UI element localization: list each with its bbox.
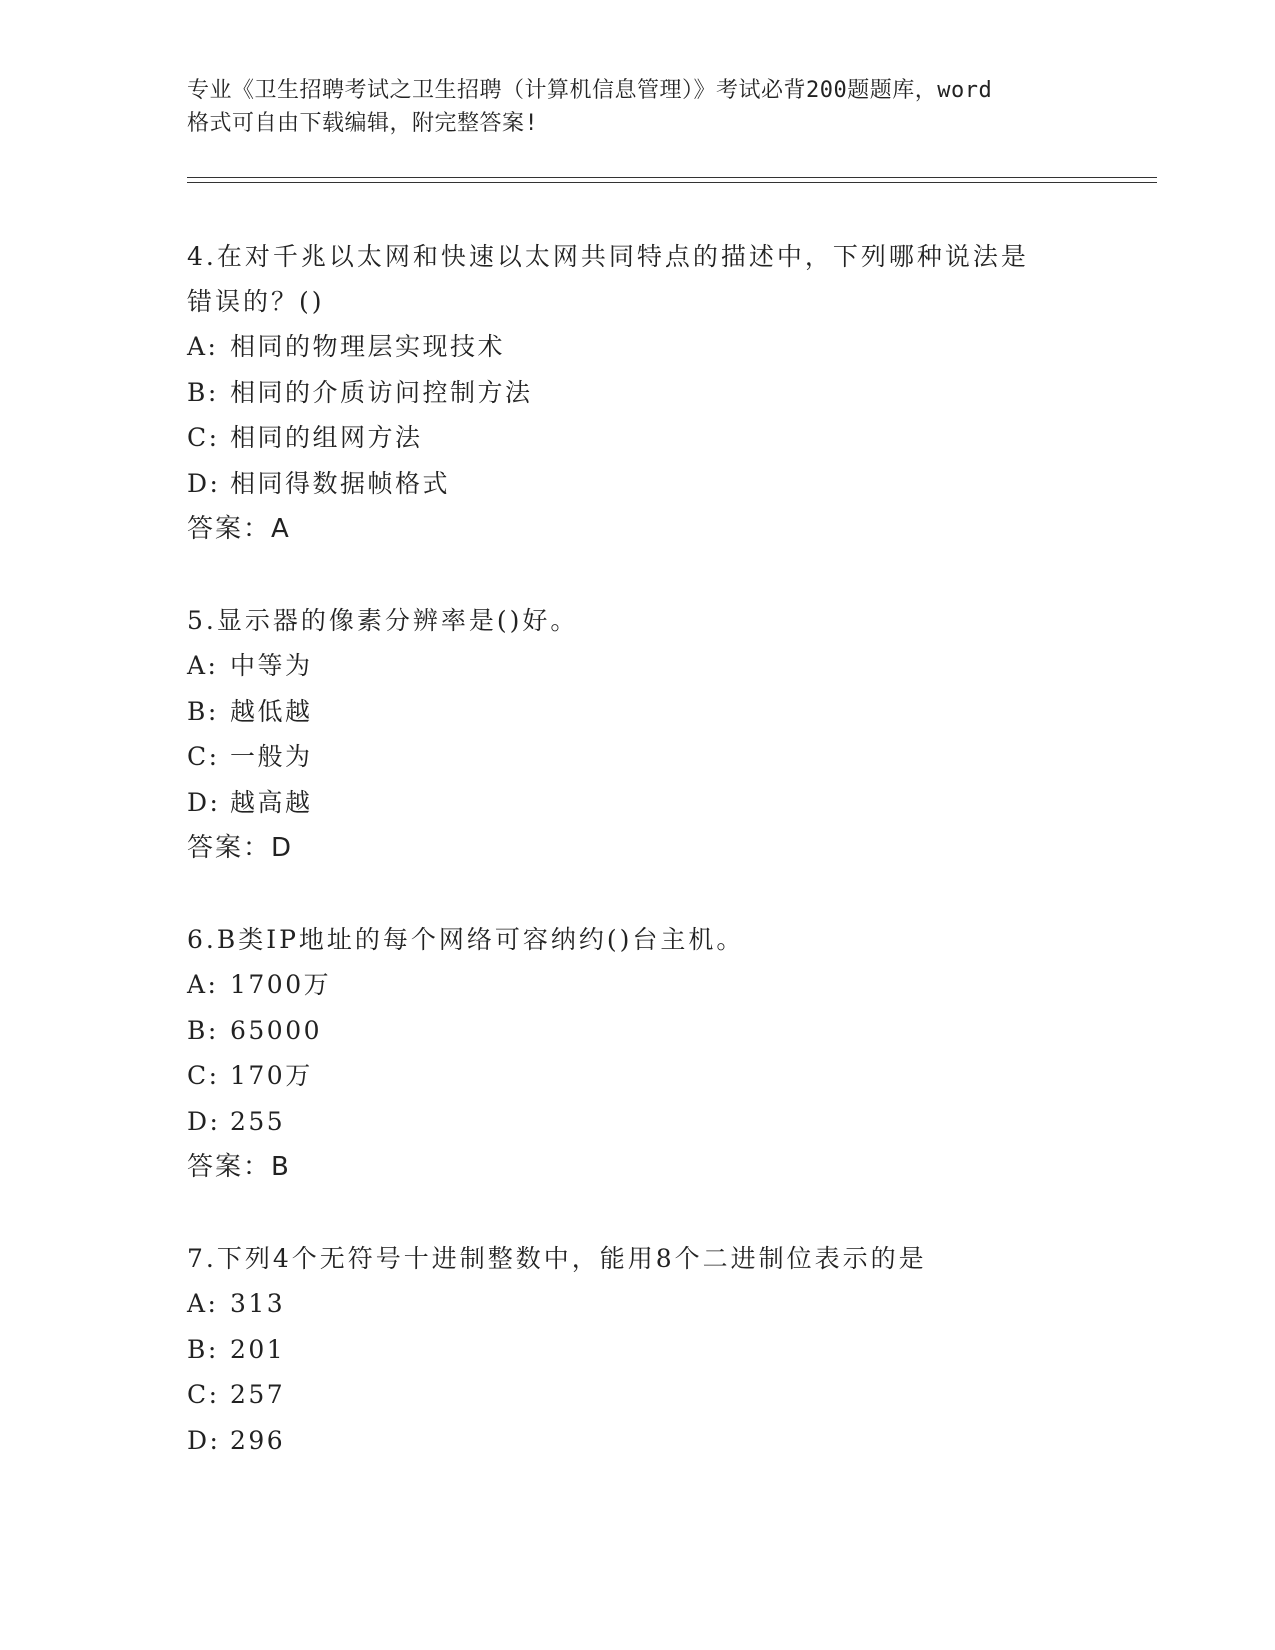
option-key: B: bbox=[187, 1015, 219, 1045]
option-key: D: bbox=[187, 1425, 221, 1455]
option-d bbox=[187, 1418, 1147, 1464]
option-text: 65000 bbox=[230, 1015, 323, 1045]
option-text: 相同的物理层实现技术 bbox=[230, 332, 506, 361]
header-divider-bottom bbox=[187, 182, 1157, 183]
question-6 bbox=[187, 917, 1147, 1190]
option-key: A: bbox=[187, 332, 219, 361]
question-text: 5.显示器的像素分辨率是()好。 bbox=[187, 606, 579, 635]
option-key: A: bbox=[187, 970, 219, 999]
option-text: 越低越 bbox=[230, 696, 313, 726]
option-text: 255 bbox=[230, 1106, 286, 1136]
question-4 bbox=[187, 234, 1147, 552]
option-text: 相同的介质访问控制方法 bbox=[230, 377, 533, 407]
question-text: 6.B类IP地址的每个网络可容纳约()台主机。 bbox=[187, 925, 745, 954]
option-a bbox=[187, 962, 1147, 1008]
option-key: B: bbox=[187, 377, 219, 407]
option-text: 中等为 bbox=[230, 651, 313, 680]
answer-line: 答案：A bbox=[187, 514, 291, 544]
option-a bbox=[187, 1281, 1147, 1327]
option-b bbox=[187, 1327, 1147, 1373]
option-a bbox=[187, 324, 1147, 370]
option-text: 170万 bbox=[230, 1061, 313, 1090]
option-key: D: bbox=[187, 468, 221, 498]
answer-line: 答案：B bbox=[187, 1152, 291, 1182]
option-text: 1700万 bbox=[230, 970, 332, 999]
option-c bbox=[187, 415, 1147, 461]
option-key: D: bbox=[187, 787, 221, 817]
question-text-continued: 错误的？() bbox=[187, 287, 325, 316]
option-key: C: bbox=[187, 423, 220, 452]
option-text: 相同的组网方法 bbox=[230, 423, 423, 452]
option-text: 296 bbox=[230, 1425, 286, 1455]
question-text: 4.在对千兆以太网和快速以太网共同特点的描述中，下列哪种说法是 bbox=[187, 242, 1029, 271]
option-text: 257 bbox=[230, 1380, 286, 1409]
option-d bbox=[187, 1099, 1147, 1145]
option-c bbox=[187, 734, 1147, 780]
option-d bbox=[187, 780, 1147, 826]
option-key: C: bbox=[187, 742, 220, 771]
option-d bbox=[187, 461, 1147, 507]
option-key: C: bbox=[187, 1061, 220, 1090]
option-text: 201 bbox=[230, 1334, 286, 1364]
option-b bbox=[187, 370, 1147, 416]
question-list bbox=[187, 234, 1147, 1509]
option-a bbox=[187, 643, 1147, 689]
option-b bbox=[187, 1008, 1147, 1054]
option-c bbox=[187, 1372, 1147, 1418]
question-5 bbox=[187, 598, 1147, 871]
option-text: 越高越 bbox=[230, 787, 313, 817]
option-key: A: bbox=[187, 651, 219, 680]
header-title-line-1: 专业《卫生招聘考试之卫生招聘（计算机信息管理）》考试必背200题题库，word bbox=[187, 78, 993, 103]
header-title-line-2: 格式可自由下载编辑，附完整答案! bbox=[187, 111, 539, 136]
option-key: A: bbox=[187, 1289, 219, 1318]
option-text: 相同得数据帧格式 bbox=[230, 468, 451, 498]
question-text: 7.下列4个无符号十进制整数中，能用8个二进制位表示的是 bbox=[187, 1244, 927, 1273]
option-key: B: bbox=[187, 1334, 219, 1364]
option-key: B: bbox=[187, 696, 219, 726]
option-key: D: bbox=[187, 1106, 221, 1136]
header-divider-top bbox=[187, 177, 1157, 178]
question-7 bbox=[187, 1236, 1147, 1463]
option-text: 313 bbox=[230, 1289, 286, 1318]
document-header bbox=[187, 74, 1157, 140]
option-b bbox=[187, 689, 1147, 735]
option-c bbox=[187, 1053, 1147, 1099]
option-text: 一般为 bbox=[230, 742, 313, 771]
answer-line: 答案：D bbox=[187, 833, 294, 863]
option-key: C: bbox=[187, 1380, 220, 1409]
